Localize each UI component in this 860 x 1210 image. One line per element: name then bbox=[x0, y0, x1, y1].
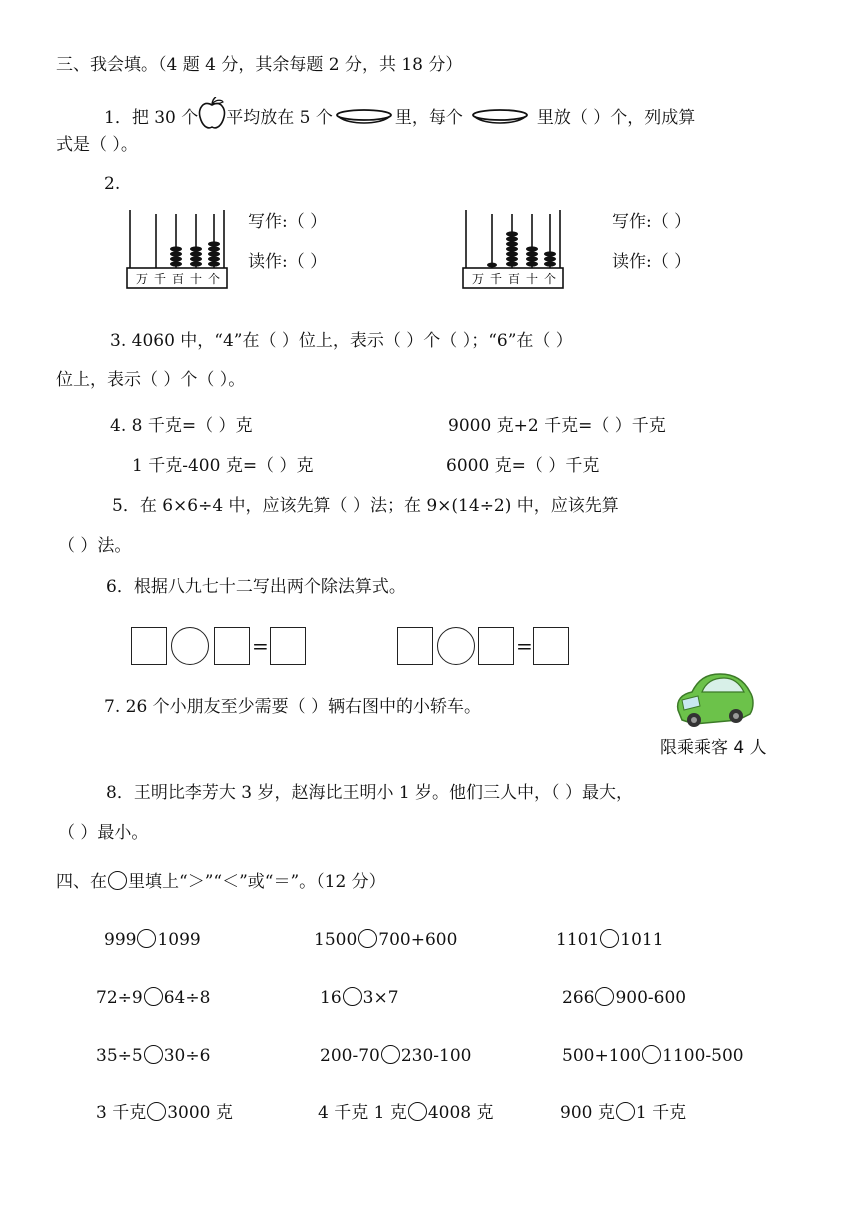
q1-line1 bbox=[104, 97, 695, 135]
abacus-label: 十 bbox=[526, 272, 539, 286]
comparison-circle[interactable] bbox=[137, 929, 156, 948]
q4-c: 1 千克-400 克=（ ）克 bbox=[132, 456, 314, 476]
comparison-right: 900-600 bbox=[615, 988, 687, 1008]
section4-heading bbox=[56, 871, 386, 891]
q4-b: 9000 克+2 千克=（ ）千克 bbox=[448, 416, 666, 436]
comparison-item bbox=[562, 1045, 744, 1065]
comparison-item bbox=[314, 929, 457, 949]
section4-heading-a: 四、在 bbox=[56, 872, 107, 892]
q5-line1: 5．在 6×6÷4 中，应该先算（ ）法；在 9×(14÷2) 中，应该先算 bbox=[112, 496, 619, 516]
section4-heading-b: 里填上“＞”“＜”或“＝”。（12 分） bbox=[128, 872, 386, 892]
q3-line1: 3. 4060 中，“4”在（ ）位上，表示（ ）个（ ）；“6”在（ ） bbox=[110, 331, 573, 351]
comparison-left: 4 千克 1 克 bbox=[318, 1103, 407, 1123]
answer-box[interactable] bbox=[214, 627, 250, 665]
q4-d: 6000 克=（ ）千克 bbox=[446, 456, 600, 476]
comparison-circle[interactable] bbox=[358, 929, 377, 948]
comparison-circle[interactable] bbox=[408, 1102, 427, 1121]
q7-car-caption: 限乘乘客 4 人 bbox=[660, 738, 767, 758]
answer-box[interactable] bbox=[478, 627, 514, 665]
comparison-circle[interactable] bbox=[144, 987, 163, 1006]
q1-text-c: 里，每个 bbox=[394, 108, 463, 128]
answer-box[interactable] bbox=[533, 627, 569, 665]
comparison-right: 1099 bbox=[157, 930, 201, 950]
equals-sign: = bbox=[516, 634, 533, 658]
abacus-label: 千 bbox=[154, 272, 167, 286]
abacus-label: 万 bbox=[136, 272, 149, 286]
q5-line2: （ ）法。 bbox=[58, 536, 132, 556]
q2-number: 2. bbox=[104, 174, 121, 194]
answer-box[interactable] bbox=[270, 627, 306, 665]
comparison-circle[interactable] bbox=[343, 987, 362, 1006]
q6-text: 6．根据八九七十二写出两个除法算式。 bbox=[106, 577, 406, 597]
q1-line2: 式是（ ）。 bbox=[56, 135, 138, 155]
abacus-label: 个 bbox=[208, 272, 221, 286]
comparison-right: 230-100 bbox=[400, 1046, 472, 1066]
comparison-circle[interactable] bbox=[600, 929, 619, 948]
equals-sign: = bbox=[252, 634, 269, 658]
comparison-left: 72÷9 bbox=[96, 988, 143, 1008]
comparison-left: 1500 bbox=[314, 930, 358, 950]
comparison-left: 1101 bbox=[556, 930, 600, 950]
plate-icon bbox=[471, 109, 529, 129]
comparison-right: 30÷6 bbox=[163, 1046, 211, 1066]
comparison-right: 3000 克 bbox=[167, 1103, 233, 1123]
comparison-right: 3×7 bbox=[362, 988, 399, 1008]
comparison-circle[interactable] bbox=[595, 987, 614, 1006]
q1-text-b: 平均放在 5 个 bbox=[226, 108, 333, 128]
comparison-item bbox=[320, 1045, 471, 1065]
abacus-label: 十 bbox=[190, 272, 203, 286]
comparison-right: 1 千克 bbox=[635, 1103, 687, 1123]
comparison-right: 1100-500 bbox=[662, 1046, 744, 1066]
plate-icon bbox=[335, 109, 393, 129]
circle-icon bbox=[108, 871, 127, 890]
comparison-left: 266 bbox=[562, 988, 595, 1008]
q1-text-d: 里放（ ）个，列成算 bbox=[536, 108, 696, 128]
comparison-left: 35÷5 bbox=[96, 1046, 143, 1066]
abacus-2 bbox=[462, 208, 564, 295]
comparison-item bbox=[560, 1102, 686, 1122]
comparison-circle[interactable] bbox=[144, 1045, 163, 1064]
comparison-circle[interactable] bbox=[642, 1045, 661, 1064]
q2-write-1: 写作:（ ） bbox=[248, 212, 328, 232]
q7-text: 7. 26 个小朋友至少需要（ ）辆右图中的小轿车。 bbox=[104, 697, 482, 717]
comparison-left: 999 bbox=[104, 930, 137, 950]
comparison-left: 500+100 bbox=[562, 1046, 642, 1066]
q2-write-2: 写作:（ ） bbox=[612, 212, 692, 232]
comparison-item bbox=[96, 1045, 210, 1065]
comparison-item bbox=[96, 1102, 233, 1122]
comparison-item bbox=[562, 987, 686, 1007]
q3-line2: 位上，表示（ ）个（ ）。 bbox=[56, 370, 246, 390]
abacus-label: 百 bbox=[172, 272, 185, 286]
abacus-label: 万 bbox=[472, 272, 485, 286]
comparison-circle[interactable] bbox=[147, 1102, 166, 1121]
q8-line1: 8．王明比李芳大 3 岁，赵海比王明小 1 岁。他们三人中，（ ）最大， bbox=[106, 783, 633, 803]
car-icon bbox=[672, 670, 756, 735]
abacus-label: 百 bbox=[508, 272, 521, 286]
comparison-right: 64÷8 bbox=[163, 988, 211, 1008]
abacus-1 bbox=[126, 208, 228, 295]
comparison-right: 700+600 bbox=[378, 930, 458, 950]
comparison-right: 4008 克 bbox=[427, 1103, 494, 1123]
comparison-item bbox=[320, 987, 399, 1007]
abacus-label: 个 bbox=[544, 272, 557, 286]
answer-box[interactable] bbox=[131, 627, 167, 665]
comparison-circle[interactable] bbox=[381, 1045, 400, 1064]
q4-a: 4. 8 千克=（ ）克 bbox=[110, 416, 253, 436]
comparison-item bbox=[318, 1102, 494, 1122]
apple-icon bbox=[198, 97, 226, 135]
comparison-left: 200-70 bbox=[320, 1046, 380, 1066]
q2-read-1: 读作:（ ） bbox=[248, 252, 328, 272]
q2-read-2: 读作:（ ） bbox=[612, 252, 692, 272]
operator-circle[interactable] bbox=[437, 627, 475, 665]
comparison-left: 16 bbox=[320, 988, 342, 1008]
comparison-right: 1011 bbox=[620, 930, 664, 950]
operator-circle[interactable] bbox=[171, 627, 209, 665]
comparison-item bbox=[556, 929, 664, 949]
q8-line2: （ ）最小。 bbox=[58, 823, 149, 843]
q1-text-a: 1．把 30 个 bbox=[104, 108, 199, 128]
comparison-item bbox=[96, 987, 210, 1007]
comparison-item bbox=[104, 929, 201, 949]
comparison-circle[interactable] bbox=[616, 1102, 635, 1121]
answer-box[interactable] bbox=[397, 627, 433, 665]
section3-heading: 三、我会填。（4 题 4 分，其余每题 2 分，共 18 分） bbox=[56, 55, 463, 75]
comparison-left: 900 克 bbox=[560, 1103, 615, 1123]
abacus-label: 千 bbox=[490, 272, 503, 286]
comparison-left: 3 千克 bbox=[96, 1103, 147, 1123]
